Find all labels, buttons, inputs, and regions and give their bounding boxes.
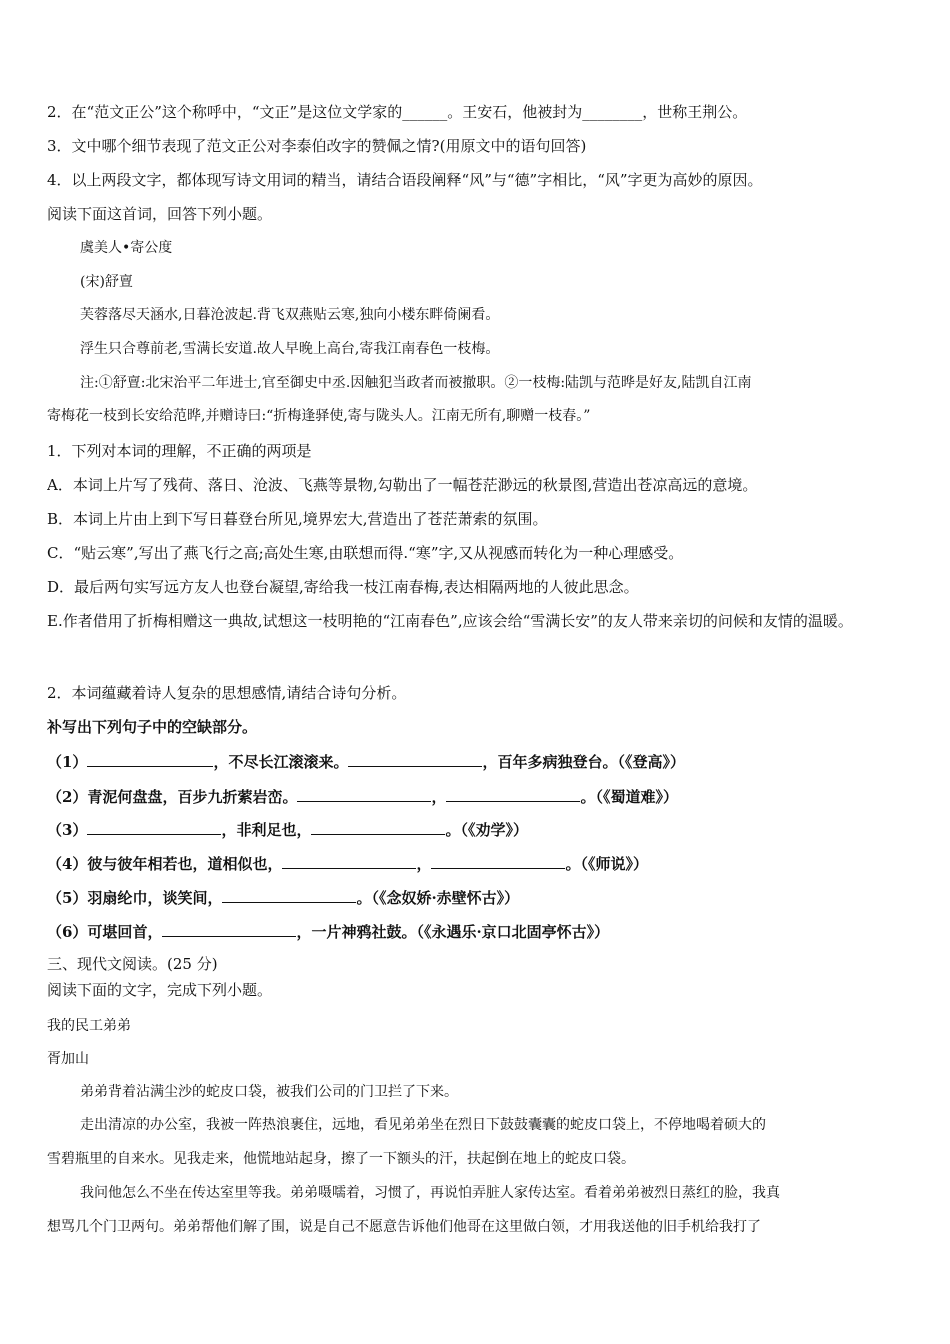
option-c: C．“贴云寒”,写出了燕飞行之高;高处生寒,由联想而得.“寒”字,又从视感而转化为一种心理感受。 xyxy=(47,544,684,562)
item-suffix: 。（《师说》） xyxy=(565,855,648,873)
item-middle: ，非利足也， xyxy=(221,821,312,839)
item-suffix: ，百年多病独登台。（《登高》） xyxy=(482,753,685,771)
blank-field[interactable] xyxy=(87,818,221,835)
blank-field[interactable] xyxy=(297,785,431,802)
fill-blank-item-3 xyxy=(47,818,907,841)
option-a: A．本词上片写了残荷、落日、沧波、飞燕等景物,勾勒出了一幅苍茫渺远的秋景图,营造出苍凉高远的意境。 xyxy=(47,476,758,494)
fill-blank-item-4 xyxy=(47,852,907,875)
article-title: 我的民工弟弟 xyxy=(47,1018,131,1034)
question-4-top: 4．以上两段文字，都体现写诗文用词的精当，请结合语段阐释“风”与“德”字相比，“风”字更为高妙的原因。 xyxy=(47,171,763,189)
fill-blank-item-1 xyxy=(47,750,907,773)
poem-author: (宋)舒亶 xyxy=(80,274,133,290)
fill-blank-item-5 xyxy=(47,886,907,909)
question-3-top: 3．文中哪个细节表现了范文正公对李泰伯改字的赞佩之情?(用原文中的语句回答) xyxy=(47,137,587,155)
fill-blank-item-2 xyxy=(47,785,907,808)
item-prefix: （1） xyxy=(47,753,88,771)
poem-note-line-1: 注:①舒亶:北宋治平二年进士,官至御史中丞.因触犯当政者而被撤职。②一枝梅:陆凯与范晔是好友,陆凯自江南 xyxy=(80,375,752,391)
section-title: 三、现代文阅读。(25 分) xyxy=(47,955,218,973)
item-prefix: （6）可堪回首， xyxy=(47,923,163,941)
item-suffix: ，一片神鸦社鼓。（《永遇乐·京口北固亭怀古》） xyxy=(296,923,610,941)
blank-field[interactable] xyxy=(446,785,580,802)
item-prefix: （5）羽扇纶巾，谈笑间， xyxy=(47,889,223,907)
item-middle: ， xyxy=(431,788,447,806)
item-prefix: （3） xyxy=(47,821,88,839)
option-e: E.作者借用了折梅相赠这一典故,试想这一枝明艳的“江南春色”,应该会给“雪满长安”的友人带来亲切的问候和友情的温暖。 xyxy=(47,612,853,630)
poem-title: 虞美人•寄公度 xyxy=(80,240,173,256)
item-middle: ， xyxy=(416,855,432,873)
article-paragraph-2-line-1: 走出清凉的办公室，我被一阵热浪裹住，远地，看见弟弟坐在烈日下鼓鼓囊囊的蛇皮口袋上，不停地喝着硕大的 xyxy=(80,1117,766,1133)
blank-field[interactable] xyxy=(311,818,445,835)
poem-line-2: 浮生只合尊前老,雪满长安道.故人早晚上高台,寄我江南春色一枝梅。 xyxy=(80,341,500,357)
blank-field[interactable] xyxy=(431,852,565,869)
article-author: 胥加山 xyxy=(47,1051,89,1067)
article-paragraph-2-line-2: 雪碧瓶里的自来水。见我走来，他慌地站起身，擦了一下额头的汗，扶起倒在地上的蛇皮口袋。 xyxy=(47,1151,635,1167)
poem-note-line-2: 寄梅花一枝到长安给范晔,并赠诗曰:“折梅逢驿使,寄与陇头人。江南无所有,聊赠一枝春。” xyxy=(47,408,591,424)
blank-field[interactable] xyxy=(162,920,296,937)
item-suffix: 。（《念奴娇·赤壁怀古》） xyxy=(356,889,520,907)
item-prefix: （2）青泥何盘盘，百步九折萦岩峦。 xyxy=(47,788,298,806)
item-prefix: （4）彼与彼年相若也，道相似也， xyxy=(47,855,283,873)
option-d: D．最后两句实写远方友人也登台凝望,寄给我一枝江南春梅,表达相隔两地的人彼此思念。 xyxy=(47,578,639,596)
question-2-top: 2．在“范文正公”这个称呼中，“文正”是这位文学家的______。王安石，他被封为________，世称王荆公。 xyxy=(47,103,748,121)
reading-intro: 阅读下面的文字，完成下列小题。 xyxy=(47,981,273,999)
poem-line-1: 芙蓉落尽天涵水,日暮沧波起.背飞双燕贴云寒,独向小楼东畔倚阑看。 xyxy=(80,307,500,323)
item-suffix: 。（《劝学》） xyxy=(445,821,528,839)
item-middle: ，不尽长江滚滚来。 xyxy=(213,753,349,771)
article-paragraph-1: 弟弟背着沾满尘沙的蛇皮口袋，被我们公司的门卫拦了下来。 xyxy=(80,1084,458,1100)
poem-question-2: 2．本词蕴藏着诗人复杂的思想感情,请结合诗句分析。 xyxy=(47,684,407,702)
item-suffix: 。（《蜀道难》） xyxy=(580,788,678,806)
blank-field[interactable] xyxy=(222,886,356,903)
option-b: B．本词上片由上到下写日暮登台所见,境界宏大,营造出了苍茫萧索的氛围。 xyxy=(47,510,548,528)
poem-question-1: 1．下列对本词的理解，不正确的两项是 xyxy=(47,442,312,460)
poem-intro: 阅读下面这首词，回答下列小题。 xyxy=(47,205,273,223)
blank-field[interactable] xyxy=(282,852,416,869)
blank-field[interactable] xyxy=(348,750,482,767)
article-paragraph-3-line-1: 我问他怎么不坐在传达室里等我。弟弟嗫嚅着，习惯了，再说怕弄脏人家传达室。看着弟弟被烈日蒸红的脸，我真 xyxy=(80,1185,780,1201)
article-paragraph-3-line-2: 想骂几个门卫两句。弟弟帮他们解了围，说是自己不愿意告诉他们他哥在这里做白领，才用我送他的旧手机给我打了 xyxy=(47,1219,761,1235)
fill-blank-heading: 补写出下列句子中的空缺部分。 xyxy=(47,718,258,736)
blank-field[interactable] xyxy=(87,750,213,767)
fill-blank-item-6 xyxy=(47,920,907,943)
